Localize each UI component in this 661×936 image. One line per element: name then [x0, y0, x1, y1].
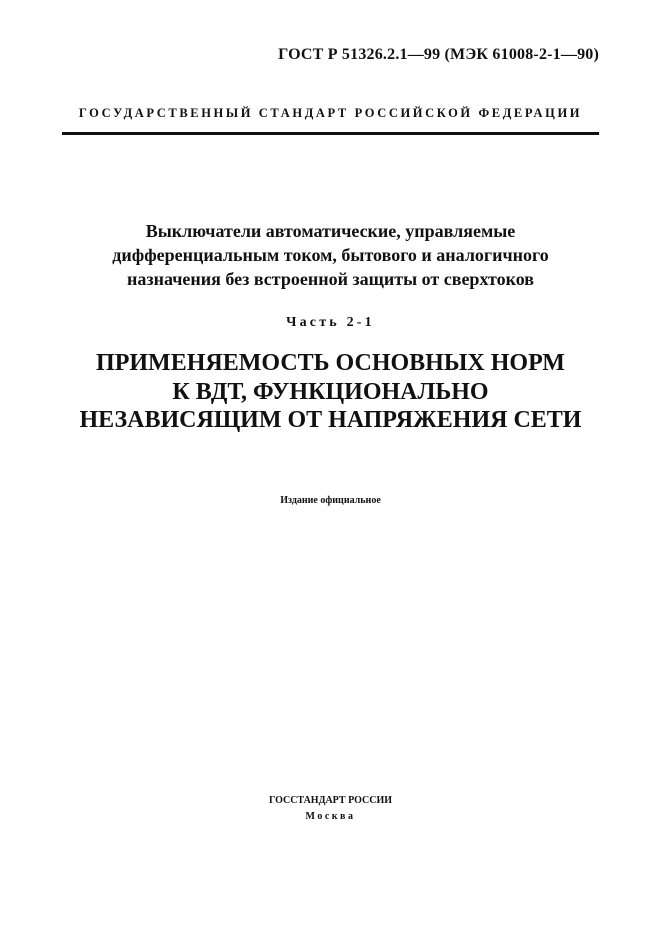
- main-title: [20, 349, 641, 435]
- main-title-line: НЕЗАВИСЯЩИМ ОТ НАПРЯЖЕНИЯ СЕТИ: [79, 407, 582, 433]
- standard-subject: [40, 219, 621, 291]
- subject-line: Выключатели автоматические, управляемые: [145, 221, 516, 241]
- main-title-line: К ВДТ, ФУНКЦИОНАЛЬНО: [172, 378, 489, 405]
- header-divider: [62, 132, 599, 135]
- publisher-name: ГОССТАНДАРТ РОССИИ: [268, 795, 393, 806]
- part-label: Часть 2-1: [286, 315, 375, 330]
- publisher-city: Москва: [305, 811, 356, 822]
- subject-line: назначения без встроенной защиты от сверхтоков: [126, 269, 535, 289]
- subject-line: дифференциальным током, бытового и аналогичного: [112, 245, 549, 265]
- document-code: ГОСТ Р 51326.2.1—99 (МЭК 61008-2-1—90): [278, 46, 599, 63]
- state-standard-heading: ГОСУДАРСТВЕННЫЙ СТАНДАРТ РОССИЙСКОЙ ФЕДЕРАЦИИ: [78, 106, 583, 120]
- edition-label: Издание официальное: [280, 495, 381, 506]
- main-title-line: ПРИМЕНЯЕМОСТЬ ОСНОВНЫХ НОРМ: [96, 350, 565, 376]
